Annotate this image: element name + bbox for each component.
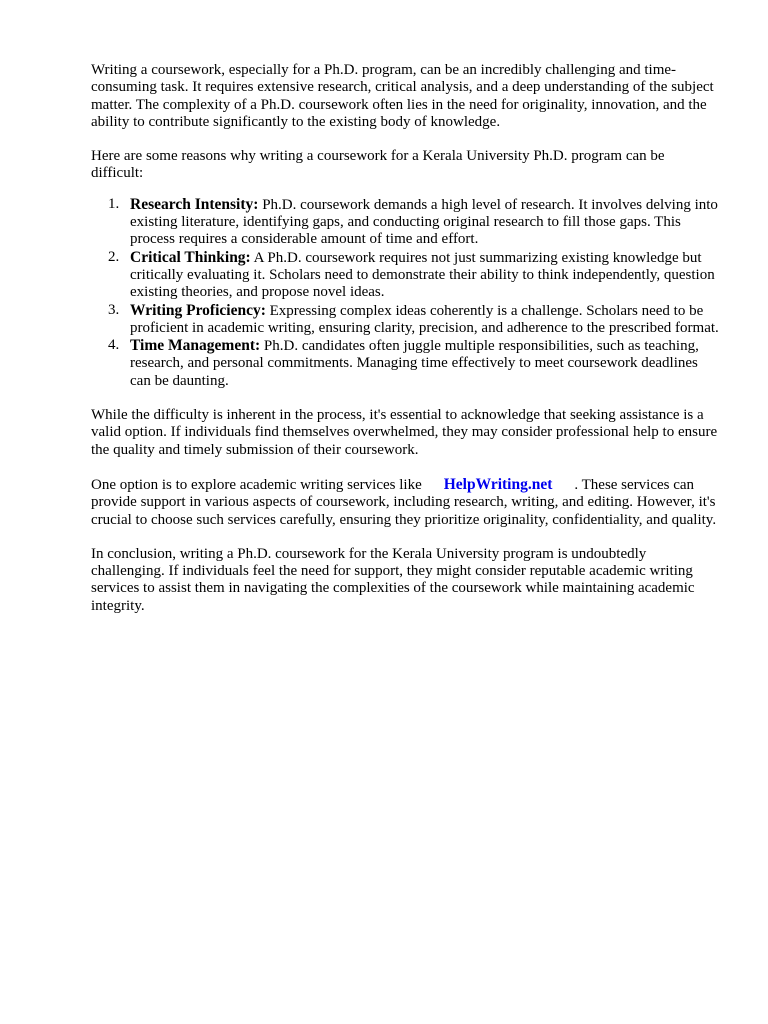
document-page — [91, 62, 719, 615]
reason-text: Ph.D. coursework demands a high level of research. It involves delving into existing literature, identifying gaps, and conducting original research to fill those gaps. This process requires a considerable amount of time and effort. — [130, 196, 718, 248]
list-number: 4. — [108, 337, 120, 354]
reasons-list — [91, 196, 719, 390]
reason-text: Expressing complex ideas coherently is a challenge. Scholars need to be proficient in academic writing, ensuring clarity, precision, and adherence to the prescribed format. — [130, 302, 719, 336]
list-number: 2. — [108, 248, 120, 265]
intro-paragraph: Writing a coursework, especially for a Ph.D. program, can be an incredibly challenging and time-consuming task. It requires extensive research, critical analysis, and a deep understanding of the subject matter. The complexity of a Ph.D. coursework often lies in the need for originality, innovation, and the ability to contribute significantly to the existing body of knowledge. — [91, 62, 714, 130]
list-number: 1. — [108, 195, 120, 212]
option-text-before: One option is to explore academic writing services like — [91, 476, 422, 493]
reason-term: Critical Thinking: — [130, 248, 251, 266]
option-text-after: . These services can provide support in various aspects of coursework, including research, writing, and editing. However, it's crucial to choose such services carefully, ensuring they prioritize originality, confidentiality, and quality. — [91, 476, 717, 528]
reason-text: A Ph.D. coursework requires not just summarizing existing knowledge but critically evaluating it. Scholars need to demonstrate their ability to think independently, question existing theories, and propose novel ideas. — [130, 249, 715, 301]
reason-item-time-management — [91, 337, 719, 390]
reason-term: Writing Proficiency: — [130, 301, 266, 319]
option-paragraph — [91, 476, 719, 529]
reason-term: Time Management: — [130, 337, 261, 355]
reasons-intro-paragraph: Here are some reasons why writing a coursework for a Kerala University Ph.D. program can be difficult: — [91, 148, 665, 182]
reason-item-writing-proficiency — [91, 302, 719, 338]
reason-term: Research Intensity: — [130, 195, 259, 213]
conclusion-paragraph: In conclusion, writing a Ph.D. coursework for the Kerala University program is undoubtedly challenging. If individuals feel the need for support, they might consider reputable academic writing services to assist them in navigating the complexities of the coursework while maintaining academic integrity. — [91, 545, 695, 614]
reason-item-research-intensity — [91, 196, 719, 249]
list-number: 3. — [108, 301, 120, 318]
reason-item-critical-thinking — [91, 249, 719, 302]
difficulty-paragraph: While the difficulty is inherent in the process, it's essential to acknowledge that seeking assistance is a valid option. If individuals find themselves overwhelmed, they may consider professional help to ensure the quality and timely submission of their coursework. — [91, 407, 718, 458]
reason-text: Ph.D. candidates often juggle multiple responsibilities, such as teaching, research, and personal commitments. Managing time effectively to meet coursework deadlines can be daunting. — [130, 338, 699, 389]
helpwriting-link[interactable]: HelpWriting.net — [443, 475, 553, 493]
